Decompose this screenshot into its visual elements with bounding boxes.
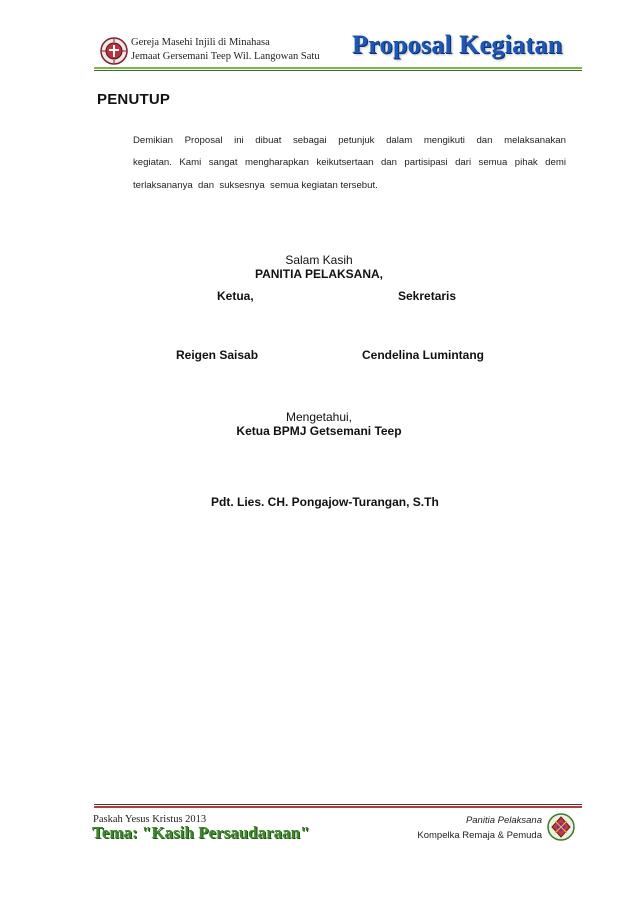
header-divider-thin	[94, 70, 582, 71]
word: Kami	[179, 157, 202, 168]
word: semua	[478, 157, 508, 168]
section-title: PENUTUP	[97, 91, 171, 108]
ketua-label: Ketua,	[217, 289, 254, 303]
word: dibuat	[255, 135, 282, 146]
word: ini	[234, 135, 244, 146]
word: dan	[380, 157, 397, 168]
word: mengharapkan	[244, 157, 309, 168]
youth-emblem-icon	[546, 812, 576, 842]
church-emblem-icon	[99, 36, 129, 66]
organizer-label: Panitia Pelaksana	[465, 815, 542, 826]
footer-divider	[94, 806, 582, 808]
sekretaris-label: Sekretaris	[398, 289, 457, 303]
paragraph-line-3: terlaksananya dan suksesnya semua kegiatan tersebut.	[133, 180, 378, 191]
acknowledge-title: Ketua BPMJ Getsemani Teep	[236, 424, 402, 438]
committee-title: PANITIA PELAKSANA,	[254, 267, 383, 281]
word: petunjuk	[338, 135, 375, 146]
ketua-name: Reigen Saisab	[176, 348, 259, 362]
word: dan	[476, 135, 493, 146]
header-divider	[94, 67, 582, 69]
word: sebagai	[293, 135, 327, 146]
word: sangat	[208, 157, 238, 168]
word: demi	[545, 157, 566, 168]
pendeta-name: Pdt. Lies. CH. Pongajow-Turangan, S.Th	[211, 495, 439, 509]
theme-title: Tema: "Kasih Persaudaraan"	[92, 823, 310, 842]
word: Demikian	[133, 135, 173, 146]
acknowledge-label: Mengetahui,	[285, 410, 353, 424]
sekretaris-name: Cendelina Lumintang	[362, 348, 485, 362]
footer-divider-thin	[94, 804, 582, 805]
word: keikutsertaan	[316, 157, 374, 168]
organizer-group: Kompelka Remaja & Pemuda	[417, 830, 542, 841]
congregation-name: Jemaat Gersemani Teep Wil. Langowan Satu	[131, 51, 320, 62]
word: kegiatan.	[133, 157, 172, 168]
paragraph-line-2	[133, 157, 566, 168]
word: partisipasi	[404, 157, 448, 168]
paragraph-line-1	[133, 135, 566, 146]
word: dalam	[386, 135, 413, 146]
word: mengikuti	[423, 135, 465, 146]
church-name: Gereja Masehi Injili di Minahasa	[131, 37, 270, 48]
word: Proposal	[184, 135, 223, 146]
word: dari	[455, 157, 472, 168]
event-name: Paskah Yesus Kristus 2013	[93, 814, 207, 825]
document-type-title: Proposal Kegiatan	[352, 30, 563, 59]
word: pihak	[514, 157, 538, 168]
greeting: Salam Kasih	[285, 253, 353, 267]
word: melaksanakan	[504, 135, 566, 146]
